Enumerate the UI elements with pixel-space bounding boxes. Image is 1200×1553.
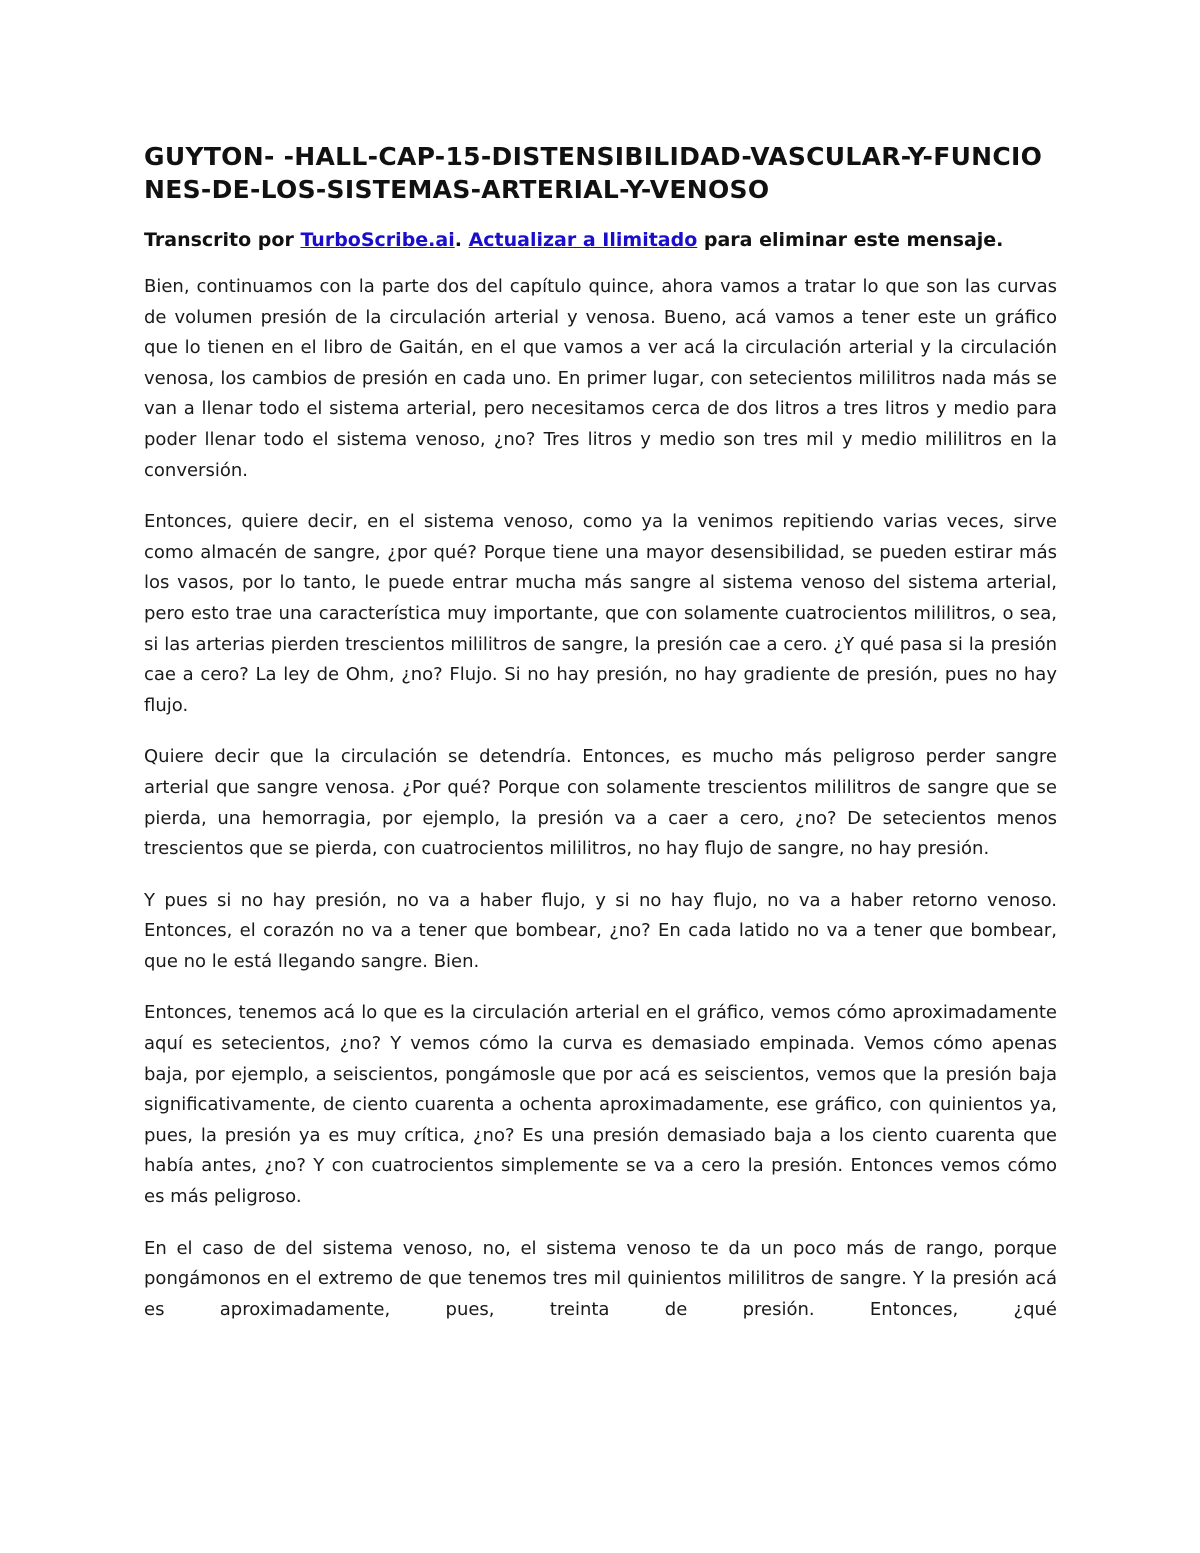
document-title: GUYTON- -HALL-CAP-15-DISTENSIBILIDAD-VASCULAR-Y-FUNCIONES-DE-LOS-SISTEMAS-ARTERIAL-Y-VENOSO [144, 142, 1043, 204]
paragraph-3: Quiere decir que la circulación se detendría. Entonces, es mucho más peligroso perder sangre arterial que sangre venosa. ¿Por qué? Porque con solamente trescientos mililitros de sangre que se pierda, una hemorragia, por ejemplo, la presión va a caer a cero, ¿no? De setecientos menos trescientos que se pierda, con cuatrocientos mililitros, no hay flujo de sangre, no hay presión. [144, 746, 1057, 860]
notice-prefix: Transcrito por [144, 229, 301, 251]
transcription-notice [144, 227, 1057, 253]
document-page [144, 140, 1057, 1325]
upgrade-unlimited-link[interactable]: Actualizar a Ilimitado [468, 229, 698, 251]
notice-suffix: para eliminar este mensaje. [697, 229, 1004, 251]
notice-between: . [454, 229, 469, 251]
paragraph-5: Entonces, tenemos acá lo que es la circulación arterial en el gráfico, vemos cómo aproximadamente aquí es setecientos, ¿no? Y vemos cómo la curva es demasiado empinada. Vemos cómo apenas baja, por ejemplo, a seiscientos, pongámosle que por acá es seiscientos, vemos que la presión baja significativamente, de ciento cuarenta a ochenta aproximadamente, ese gráfico, con quinientos ya, pues, la presión ya es muy crítica, ¿no? Es una presión demasiado baja a los ciento cuarenta que había antes, ¿no? Y con cuatrocientos simplemente se va a cero la presión. Entonces vemos cómo es más peligroso. [144, 1002, 1057, 1208]
paragraph-2: Entonces, quiere decir, en el sistema venoso, como ya la venimos repitiendo varias veces, sirve como almacén de sangre, ¿por qué? Porque tiene una mayor desensibilidad, se pueden estirar más los vasos, por lo tanto, le puede entrar mucha más sangre al sistema venoso del sistema arterial, pero esto trae una característica muy importante, que con solamente cuatrocientos mililitros, o sea, si las arterias pierden trescientos mililitros de sangre, la presión cae a cero. ¿Y qué pasa si la presión cae a cero? La ley de Ohm, ¿no? Flujo. Si no hay presión, no hay gradiente de presión, pues no hay flujo. [144, 511, 1057, 716]
paragraph-1: Bien, continuamos con la parte dos del capítulo quince, ahora vamos a tratar lo que son las curvas de volumen presión de la circulación arterial y venosa. Bueno, acá vamos a tener este un gráfico que lo tienen en el libro de Gaitán, en el que vamos a ver acá la circulación arterial y la circulación venosa, los cambios de presión en cada uno. En primer lugar, con setecientos mililitros nada más se van a llenar todo el sistema arterial, pero necesitamos cerca de dos litros a tres litros y medio para poder llenar todo el sistema venoso, ¿no? Tres litros y medio son tres mil y medio mililitros en la conversión. [144, 276, 1057, 481]
paragraph-6: En el caso de del sistema venoso, no, el sistema venoso te da un poco más de rango, porque pongámonos en el extremo de que tenemos tres mil quinientos mililitros de sangre. Y la presión acá es aproximadamente, pues, treinta de presión. Entonces, ¿qué [144, 1237, 1057, 1320]
paragraph-4: Y pues si no hay presión, no va a haber flujo, y si no hay flujo, no va a haber retorno venoso. Entonces, el corazón no va a tener que bombear, ¿no? En cada latido no va a tener que bombear, que no le está llegando sangre. Bien. [144, 889, 1057, 972]
turboscribe-link[interactable]: TurboScribe.ai [300, 229, 455, 251]
